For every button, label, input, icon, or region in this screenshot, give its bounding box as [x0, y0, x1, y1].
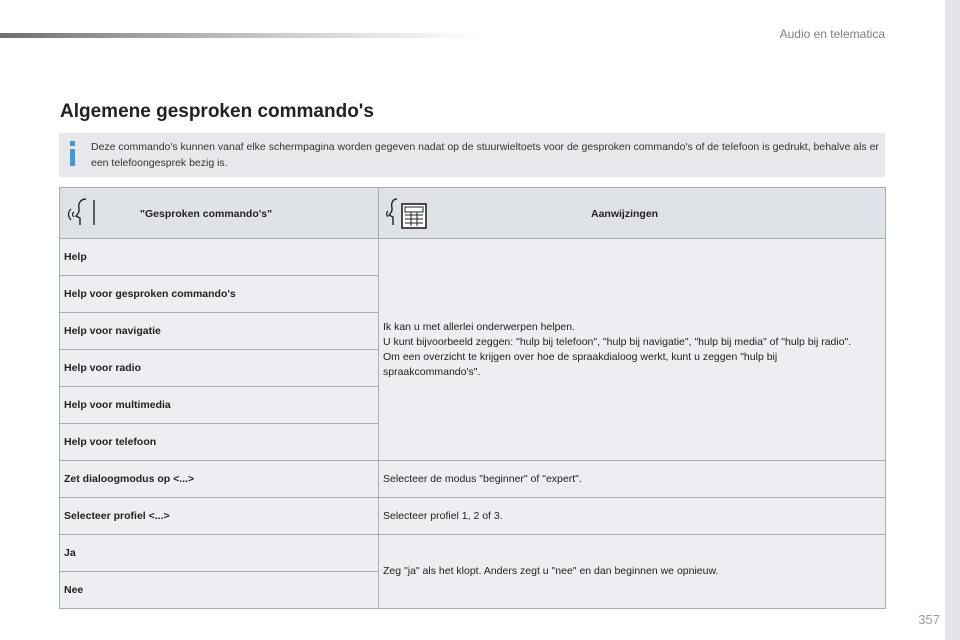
hint-help-line2: U kunt bijvoorbeeld zeggen: "hulp bij telefoon", "hulp bij navigatie", "hulp bij media" of "hulp bij radio". Om een overzicht te krijgen over hoe de spraakdialoog werkt, kunt u zeggen "hulp bij spraakcommando's". [383, 335, 852, 378]
hint-cell-help [379, 239, 886, 461]
command-cell: Zet dialoogmodus op <...> [60, 461, 379, 498]
command-cell: Help voor telefoon [60, 424, 379, 461]
table-row [60, 461, 886, 498]
command-cell: Ja [60, 535, 379, 572]
page-number: 357 [918, 612, 940, 627]
hint-cell-profile: Selecteer profiel 1, 2 of 3. [379, 498, 886, 535]
page-title: Algemene gesproken commando's [60, 101, 374, 122]
hint-cell-yes-no: Zeg "ja" als het klopt. Anders zegt u "nee" en dan beginnen we opnieuw. [379, 535, 886, 609]
top-gradient-bar [0, 33, 480, 38]
table-row [60, 239, 886, 276]
command-cell: Nee [60, 572, 379, 609]
table-row [60, 535, 886, 572]
note-box [59, 133, 885, 177]
command-cell: Help voor gesproken commando's [60, 276, 379, 313]
header-command [60, 188, 379, 239]
voice-commands-table [59, 187, 886, 609]
header-hints-label: Aanwijzingen [591, 208, 659, 220]
command-cell: Help [60, 239, 379, 276]
header-hints [379, 188, 886, 239]
table-row [60, 498, 886, 535]
voice-command-icon [66, 196, 100, 231]
note-text: Deze commando's kunnen vanaf elke schermpagina worden gegeven nadat op de stuurwieltoets voor de gesproken commando's of de telefoon is gedrukt, behalve als er een telefoongesprek bezig is. [91, 141, 879, 169]
hint-help-line1: Ik kan u met allerlei onderwerpen helpen. [383, 320, 576, 333]
command-cell: Help voor navigatie [60, 313, 379, 350]
command-cell: Help voor multimedia [60, 387, 379, 424]
table-header-row [60, 188, 886, 239]
side-strip [945, 0, 960, 640]
command-cell: Help voor radio [60, 350, 379, 387]
command-cell: Selecteer profiel <...> [60, 498, 379, 535]
info-icon [69, 139, 77, 171]
hint-cell-dialog-mode: Selecteer de modus "beginner" of "expert". [379, 461, 886, 498]
voice-screen-icon [383, 196, 429, 233]
section-label: Audio en telematica [779, 27, 885, 41]
header-command-label: "Gesproken commando's" [140, 208, 273, 220]
